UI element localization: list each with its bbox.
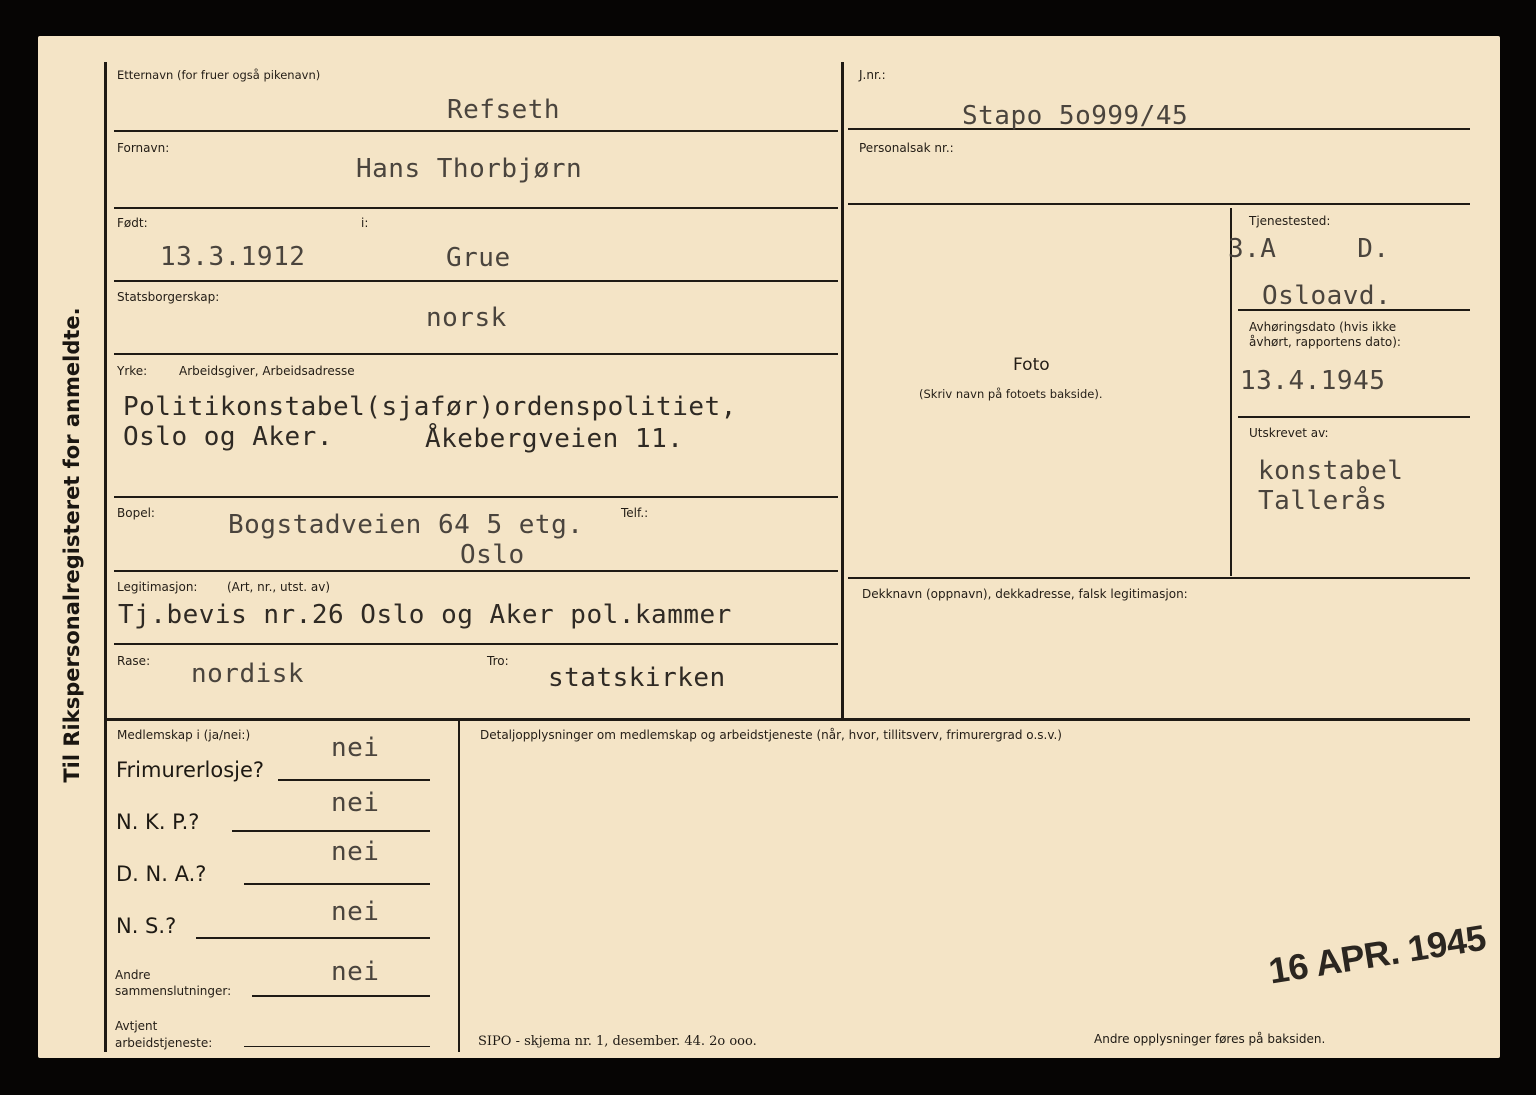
occupation-value-line2a: Oslo og Aker. bbox=[123, 422, 333, 452]
form-footer: SIPO - skjema nr. 1, desember. 44. 2o ooo. bbox=[478, 1034, 757, 1049]
first-name-label: Fornavn: bbox=[117, 141, 170, 155]
freemason-label: Frimurerlosje? bbox=[116, 758, 265, 782]
rule-dna bbox=[244, 883, 430, 885]
rule-nkp bbox=[232, 830, 430, 832]
rule-citizenship bbox=[114, 353, 838, 355]
other-orgs-label-2: sammenslutninger: bbox=[115, 984, 232, 998]
birth-place-value: Grue bbox=[446, 243, 511, 273]
interrogation-date-value: 13.4.1945 bbox=[1240, 366, 1386, 396]
photo-label: Foto bbox=[1013, 355, 1050, 375]
other-orgs-label-1: Andre bbox=[115, 968, 151, 982]
journal-no-label: J.nr.: bbox=[859, 68, 886, 82]
date-stamp: 16 APR. 1945 bbox=[1265, 916, 1489, 992]
interrogation-date-label-2: åvhørt, rapportens dato): bbox=[1249, 335, 1401, 349]
race-label: Rase: bbox=[117, 654, 151, 668]
rule-membership-top bbox=[104, 718, 1470, 721]
identification-label: Legitimasjon: bbox=[117, 580, 198, 594]
residence-value-line2: Oslo bbox=[460, 540, 525, 570]
registration-card bbox=[38, 36, 1500, 1058]
nkp-label: N. K. P.? bbox=[116, 810, 200, 834]
faith-label: Tro: bbox=[487, 654, 509, 668]
surname-label: Etternavn (for fruer også pikenavn) bbox=[117, 68, 321, 82]
rule-photo-bottom bbox=[848, 577, 1470, 579]
residence-label: Bopel: bbox=[117, 506, 155, 520]
race-value: nordisk bbox=[191, 659, 305, 689]
written-by-value-2: Tallerås bbox=[1258, 486, 1388, 516]
identification-value: Tj.bevis nr.26 Oslo og Aker pol.kammer bbox=[118, 600, 732, 630]
membership-label: Medlemskap i (ja/nei:) bbox=[117, 728, 251, 742]
center-divider-line bbox=[841, 62, 844, 718]
rule-freemason bbox=[278, 779, 430, 781]
nkp-value: nei bbox=[331, 788, 380, 818]
left-border-line bbox=[104, 62, 107, 1052]
service-location-value-1: 3.A D. bbox=[1228, 234, 1390, 264]
rule-labour-service bbox=[244, 1046, 430, 1047]
identification-hint-label: (Art, nr., utst. av) bbox=[227, 580, 331, 594]
rule-identification bbox=[114, 643, 838, 645]
occupation-label: Yrke: bbox=[117, 364, 148, 378]
rule-ns bbox=[196, 937, 430, 939]
cover-name-label: Dekknavn (oppnavn), dekkadresse, falsk legitimasjon: bbox=[862, 587, 1188, 601]
first-name-value: Hans Thorbjørn bbox=[356, 154, 583, 184]
born-label: Født: bbox=[117, 216, 148, 230]
freemason-value: nei bbox=[331, 733, 380, 763]
photo-hint-label: (Skriv navn på fotoets bakside). bbox=[919, 387, 1103, 401]
rule-personal-case bbox=[848, 203, 1470, 205]
details-label: Detaljopplysninger om medlemskap og arbeidstjeneste (når, hvor, tillitsverv, frimurergrad o.s.v.) bbox=[480, 728, 1062, 742]
rule-other-orgs bbox=[252, 995, 430, 997]
faith-value: statskirken bbox=[548, 663, 726, 693]
rule-born bbox=[114, 280, 838, 282]
rule-firstname bbox=[114, 207, 838, 209]
phone-label: Telf.: bbox=[621, 506, 649, 520]
birth-date-value: 13.3.1912 bbox=[160, 242, 306, 272]
written-by-value-1: konstabel bbox=[1258, 456, 1404, 486]
rule-residence bbox=[114, 570, 838, 572]
rule-occupation bbox=[114, 496, 838, 498]
surname-value: Refseth bbox=[447, 95, 561, 125]
residence-value-line1: Bogstadveien 64 5 etg. bbox=[228, 510, 584, 540]
written-by-label: Utskrevet av: bbox=[1249, 426, 1329, 440]
rule-surname bbox=[114, 130, 838, 132]
registry-sidebar-text: Til Rikspersonalregisteret for anmeldte. bbox=[60, 307, 84, 783]
dna-label: D. N. A.? bbox=[116, 862, 207, 886]
citizenship-value: norsk bbox=[426, 303, 507, 333]
occupation-value-line1: Politikonstabel(sjafør)ordenspolitiet, bbox=[123, 392, 737, 422]
occupation-value-line2b: Åkebergveien 11. bbox=[425, 424, 684, 454]
other-orgs-value: nei bbox=[331, 957, 380, 987]
personal-case-label: Personalsak nr.: bbox=[859, 141, 954, 155]
rule-interrogation bbox=[1238, 416, 1470, 418]
citizenship-label: Statsborgerskap: bbox=[117, 290, 220, 304]
reverse-note: Andre opplysninger føres på baksiden. bbox=[1094, 1032, 1326, 1046]
labour-service-label-2: arbeidstjeneste: bbox=[115, 1036, 213, 1050]
ns-value: nei bbox=[331, 897, 380, 927]
interrogation-date-label-1: Avhøringsdato (hvis ikke bbox=[1249, 320, 1397, 334]
service-location-value-2: Osloavd. bbox=[1262, 281, 1392, 311]
lower-divider-line bbox=[458, 720, 460, 1052]
dna-value: nei bbox=[331, 837, 380, 867]
ns-label: N. S.? bbox=[116, 914, 177, 938]
labour-service-label-1: Avtjent bbox=[115, 1019, 158, 1033]
journal-no-value: Stapo 5o999/45 bbox=[962, 101, 1189, 131]
born-in-label: i: bbox=[361, 216, 369, 230]
employer-label: Arbeidsgiver, Arbeidsadresse bbox=[179, 364, 355, 378]
service-location-label: Tjenestested: bbox=[1249, 214, 1331, 228]
